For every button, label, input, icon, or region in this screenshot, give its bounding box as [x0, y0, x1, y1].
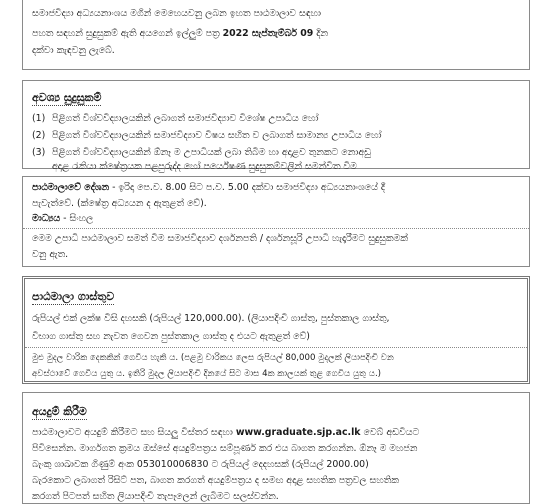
requirements-section: [22, 80, 530, 172]
divider: [23, 228, 529, 229]
fees-line-3: මුළු මුදල වාරික දෙකකින් ගෙවිය හැකි ය. (පළමු වාරිකය ලෙස රුපියල් 80,000 මුදලක් ලියාපදිංචි වන: [32, 353, 394, 363]
schedule-section: [22, 176, 530, 267]
application-line-4: බැරකොට ලබාගත් රිසිට් පත, බාගත කරගත් අයදුම්පත්‍රය ද සමඟ අදාළ සහතික පත්‍රවල සහතික: [32, 475, 399, 486]
qualification-note: මෙම උපාධි පාඨමාලාව සමත් වීම සමාජවිද්‍යාව දර්ශනපති / දර්ශනසූරි උපාධි හැදෑරීමට සුදුසුකමක්: [32, 233, 408, 244]
fees-title: පාඨමාලා ගාස්තුව: [32, 290, 115, 303]
intro-line-2-end: දින: [313, 28, 329, 39]
requirement-item: (1) පිළිගත් විශ්වවිද්‍යාලයකින් ලබාගත් සමාජවිද්‍යාව විශේෂ උපාධිය හෝ: [32, 113, 319, 124]
application-line-3: බැංකු ශාඛාවක ගිණුම් අංක 053010006830 ට රුපියල් දෙදහසක් (රුපියල් 2000.00): [32, 459, 369, 470]
application-line-5: කරගත් පිටපත් සහිත ලියාපදිංචි තැපෑලෙන් ලැබීමට සලස්වන්න.: [32, 491, 279, 502]
website-link[interactable]: www.graduate.sjp.ac.lk: [235, 427, 361, 438]
qualification-note-continued: වනු ඇත.: [32, 249, 69, 260]
fees-line-4: අවස්ථාවේ ගෙවිය යුතු ය. ඉතිරි මුදල ලියාපදිංචි දිනයේ සිට මාස 4ක කාලයක් තුළ ගෙවිය යුතු ය.): [32, 369, 382, 379]
requirement-item: (2) පිළිගත් විශ්වවිද්‍යාලයකින් සමාජවිද්‍යාව විෂය සහිත ව ලබාගත් සාමාන්‍ය උපාධිය හෝ: [32, 130, 382, 141]
medium-label: මාධ්‍යය: [32, 213, 61, 224]
lecture-schedule: පාඨමාලාවේ දේශන - ඉරිදා පෙ.ව. 8.00 සිට ප.ව. 5.00 දක්වා සමාජවිද්‍යා අධ්‍යයනාංශයේ දී: [32, 182, 386, 193]
application-line-1: පාඨමාලාවට අයදුම් කිරීමට සහ සියලු විස්තර සඳහා www.graduate.sjp.ac.lk වෙබ් අඩවියට: [32, 427, 420, 438]
intro-line-3: දක්වා කැඳවනු ලැබේ.: [32, 45, 115, 56]
requirement-item-continued: අදාළ රැකියා ක්ෂේත්‍රයක පළපුරුද්ද හෝ පර්යේෂණ සුදුසුකම්වලින් සමන්විත වීම: [52, 161, 357, 172]
lecture-label: පාඨමාලාවේ දේශන: [32, 182, 110, 193]
intro-section: [22, 0, 530, 70]
application-section: [22, 392, 530, 504]
application-title: අයදුම් කිරීම: [32, 405, 87, 418]
deadline-date: 2022 සැප්තැම්බර් 09: [222, 28, 314, 39]
divider: [25, 347, 527, 348]
fees-section: [22, 276, 530, 384]
application-line-2: පිවිසෙන්න. මාර්ගගත ක්‍රමය ඔස්සේ අයදුම්පත්‍රය සම්පූර්ණ කර එය බාගත කරගන්න. ඕනෑ ම මහජන: [32, 443, 418, 454]
intro-line-1: සමාජවිද්‍යා අධ්‍යයනාංශය මගින් මෙහෙයවනු ලබන ඉහත පාඨමාලාව සඳහා: [32, 8, 321, 19]
intro-line-2: [32, 27, 521, 40]
requirements-title: අවශ්‍ය සුදුසුකම්: [32, 91, 102, 104]
requirement-item: (3) පිළිගත් විශ්වවිද්‍යාලයකින් ඕනෑ ම උපාධියක් ලබා තිබීම හා අදාළව තුනකට නොඅඩු: [32, 147, 372, 158]
intro-line-2-start: පහත සඳහන් සුදුසුකම් ඇති අයගෙන් ඉල්ලුම් පත්‍ර: [32, 28, 223, 39]
medium-line: මාධ්‍යය - සිංහල: [32, 213, 94, 224]
fees-line-1: රුපියල් එක් ලක්ෂ විසි දහසකි (රුපියල් 120,000.00). (ලියාපදිංචි ගාස්තු, පුස්තකාල ගාස්තු,: [32, 313, 390, 324]
fees-line-2: විභාග ගාස්තු සහ නැවත ගෙවන පුස්තකාල ගාස්තු ද එයට ඇතුළත් වේ): [32, 331, 310, 342]
lecture-schedule-continued: පැවැත්වේ. (ක්ෂේත්‍ර අධ්‍යයන ද ඇතුළත් වේ).: [32, 198, 207, 209]
